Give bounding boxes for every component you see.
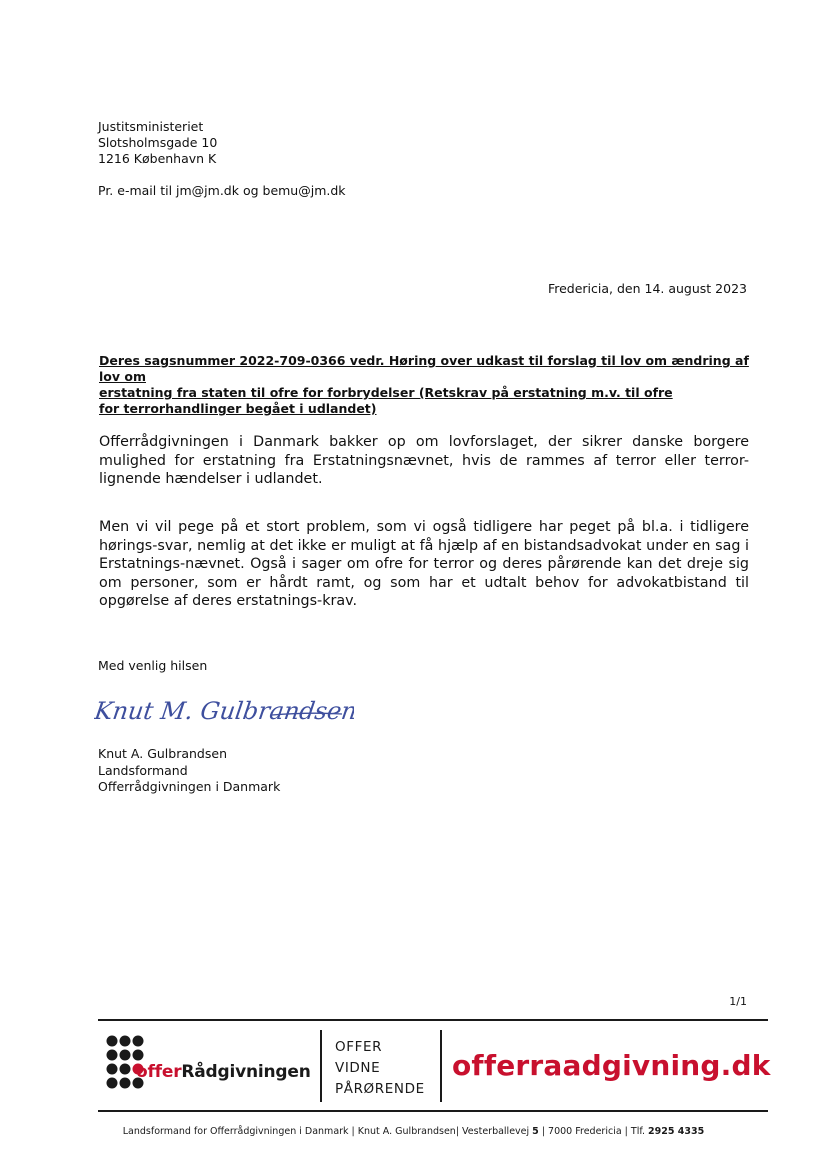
handwritten-signature xyxy=(94,688,354,742)
logo-divider-2 xyxy=(440,1030,442,1102)
logo-wordmark xyxy=(136,1062,311,1082)
logo-divider-1 xyxy=(320,1030,322,1102)
footer-bottom-rule xyxy=(98,1110,768,1112)
recipient-address xyxy=(98,119,217,167)
footer-phone: 2925 4335 xyxy=(648,1126,705,1137)
email-line: Pr. e-mail til jm@jm.dk og bemu@jm.dk xyxy=(98,183,346,198)
logo-tagline xyxy=(335,1037,425,1100)
date-line: Fredericia, den 14. august 2023 xyxy=(547,281,747,296)
recipient-city: 1216 København K xyxy=(98,151,217,166)
logo-word-radgivningen: Rådgivningen xyxy=(181,1062,311,1082)
recipient-name: Justitsministeriet xyxy=(98,119,204,134)
footer-text-1: Landsformand for Offerrådgivningen i Danmark | Knut A. Gulbrandsen| Vesterballevej xyxy=(122,1126,533,1137)
footer-contact-line xyxy=(0,1126,827,1137)
subject-line-1: Deres sagsnummer 2022-709-0366 vedr. Høring over udkast til forslag til lov om ændring af lov om xyxy=(99,353,749,384)
body-paragraph-1: Offerrådgivningen i Danmark bakker op om lovforslaget, der sikrer danske borgere mulighed for erstatning fra Erstatningsnævnet, hvis de rammes af terror eller terror-lignende hændelser i udlandet. xyxy=(99,434,749,487)
svg-text:Knut M. Gulbrandsen: Knut M. Gulbrandsen xyxy=(94,697,354,725)
signer-name: Knut A. Gulbrandsen xyxy=(98,746,227,761)
subject-line-2: erstatning fra staten til ofre for forbrydelser (Retskrav på erstatning m.v. til ofre xyxy=(99,385,673,400)
footer-top-rule xyxy=(98,1019,768,1021)
footer-text-2: | 7000 Fredericia | Tlf. xyxy=(538,1126,649,1137)
recipient-street: Slotsholmsgade 10 xyxy=(98,135,218,150)
website-url: offerraadgivning.dk xyxy=(452,1049,771,1082)
subject-heading xyxy=(99,353,749,417)
subject-line-3: for terrorhandlinger begået i udlandet) xyxy=(99,401,377,416)
body-paragraph-2: Men vi vil pege på et stort problem, som vi også tidligere har peget på bl.a. i tidligere hørings-svar, nemlig at det ikke er muligt at få hjælp af en bistandsadvokat under en sag i Erstatnings-nævnet. Også i sager om ofre for terror og deres pårørende kan det dreje sig om personer, som er hårdt ramt, og som har et udtalt behov for advokatbistand til opgørelse af deres erstatnings-krav. xyxy=(99,519,749,609)
signer-block xyxy=(98,746,280,796)
tagline-offer: OFFER xyxy=(335,1039,383,1055)
logo-word-offer: offer xyxy=(136,1062,182,1082)
closing-greeting: Med venlig hilsen xyxy=(98,658,208,673)
tagline-vidne: VIDNE xyxy=(335,1060,381,1076)
signer-title: Landsformand xyxy=(98,762,188,778)
tagline-parorende: PÅRØRENDE xyxy=(335,1081,425,1097)
footer-house-number: 5 xyxy=(532,1126,539,1137)
signer-org: Offerrådgivningen i Danmark xyxy=(98,779,281,795)
page-number: 1/1 xyxy=(729,995,747,1008)
